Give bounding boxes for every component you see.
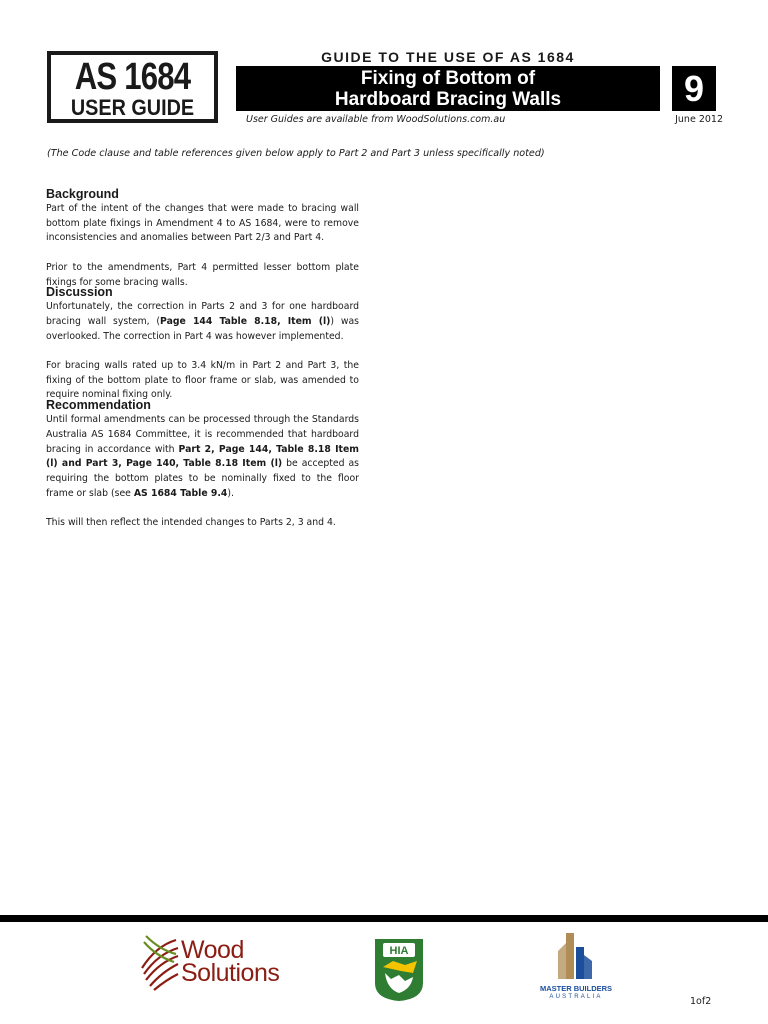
hia-logo-icon: [371, 937, 427, 1003]
hia-label: HIA: [389, 945, 409, 957]
text-run: Until formal amendments can be processed through the Standards Australia AS 1684 Committee, it is recommended that hardboard bracing in accordance with: [46, 414, 359, 455]
main-content: [46, 186, 359, 531]
guide-heading: GUIDE TO THE USE OF AS 1684: [321, 49, 575, 65]
footer-rule: [0, 915, 768, 922]
table-reference: Page 144 Table 8.18, Item (l): [160, 315, 331, 327]
text-run: Unfortunately, the correction in Parts 2 and 3 for one hardboard bracing wall system, (: [46, 301, 359, 327]
availability-note: User Guides are available from WoodSolutions.com.au: [246, 114, 506, 125]
background-paragraph-2: Prior to the amendments, Part 4 permitted lesser bottom plate fixings for some bracing walls.: [46, 261, 359, 288]
solutions-word: Solutions: [181, 959, 280, 987]
logo-title: AS 1684: [74, 56, 191, 98]
as1684-logo: [47, 51, 218, 123]
logo-subtitle: USER GUIDE: [70, 95, 195, 120]
page-number: 1of2: [690, 996, 712, 1007]
recommendation-paragraph-1: [46, 413, 359, 501]
mba-line-1: MASTER BUILDERS: [539, 984, 613, 993]
background-heading: Background: [46, 187, 119, 201]
recommendation-paragraph-2: This will then reflect the intended changes to Parts 2, 3 and 4.: [46, 517, 336, 529]
master-builders-wordmark: [530, 984, 622, 1002]
woodsolutions-wordmark: [181, 936, 280, 987]
background-section: [46, 186, 359, 290]
discussion-heading: Discussion: [46, 285, 113, 300]
text-run: ) was overlooked. The correction in Part 4 was however implemented.: [46, 315, 359, 342]
discussion-paragraph-2: For bracing walls rated up to 3.4 kN/m in Part 2 and Part 3, the fixing of the bottom plate to floor frame or slab, was amended to require nominal fixing only.: [46, 360, 359, 401]
recommendation-section: [46, 397, 359, 531]
publication-date: June 2012: [675, 114, 723, 125]
discussion-section: [46, 284, 359, 403]
background-paragraph-1: Part of the intent of the changes that were made to bracing wall bottom plate fixings in Amendment 4 to AS 1684, were to remove inconsistencies and anomalies between Part 2/3 and Part 4.: [46, 203, 359, 244]
recommendation-heading: Recommendation: [46, 398, 151, 413]
mba-line-2: AUSTRALIA: [549, 994, 603, 1000]
title-line-2: Hardboard Bracing Walls: [334, 89, 562, 110]
page-title: [236, 66, 660, 111]
master-builders-logo-icon: [556, 931, 596, 981]
text-run: be accepted as requiring the bottom plates to be nominally fixed to the floor frame or slab (see: [46, 458, 360, 499]
reference-note: (The Code clause and table references given below apply to Part 2 and Part 3 unless specifically noted): [47, 148, 545, 159]
guide-number: 9: [672, 66, 716, 111]
title-line-1: Fixing of Bottom of: [360, 68, 536, 89]
table-reference: AS 1684 Table 9.4: [133, 487, 228, 499]
wood-word: Wood: [181, 936, 244, 964]
text-run: ).: [227, 487, 234, 499]
discussion-paragraph-1: [46, 300, 359, 344]
table-reference: Part 2, Page 144, Table 8.18 Item (l) and Part 3, Page 140, Table 8.18 Item (l): [46, 443, 359, 470]
